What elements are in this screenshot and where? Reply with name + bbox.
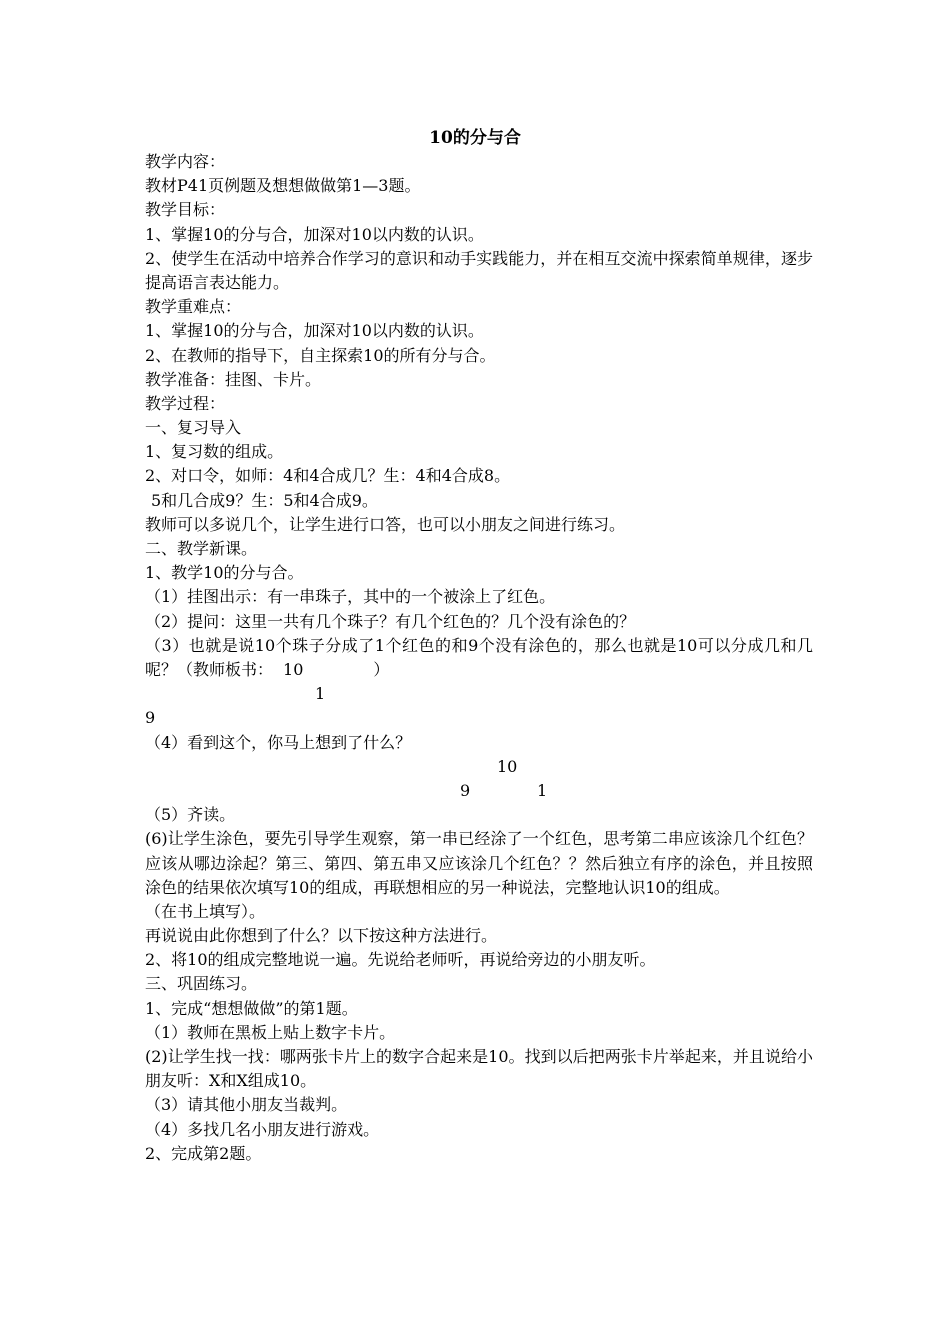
- practice-step-3: （3）请其他小朋友当裁判。: [145, 1095, 348, 1115]
- teach-1: 1、教学10的分与合。: [145, 563, 304, 583]
- teach-step-3-text: （3）也就是说10个珠子分成了1个红色的和9个没有涂色的，那么也就是10可以分成几和几呢？（教师板书：: [145, 635, 813, 679]
- content-text: 教材P41页例题及想想做做第1—3题。: [145, 176, 421, 196]
- teach-step-6: (6)让学生涂色，要先引导学生观察，第一串已经涂了一个红色，思考第二串应该涂几个红色？应该从哪边涂起？第三、第四、第五串又应该涂几个红色？？然后独立有序的涂色，并且按照涂色的结果依次填写10的组成，再联想相应的另一种说法，完整地认识10的组成。: [145, 829, 813, 897]
- goal-1: 1、掌握10的分与合，加深对10以内数的认识。: [145, 224, 484, 244]
- review-1: 1、复习数的组成。: [145, 442, 284, 462]
- review-2-cont: 5和几合成9？生：5和4合成9。: [151, 490, 378, 510]
- practice-2: 2、完成第2题。: [145, 1143, 262, 1163]
- section-heading-process: 教学过程：: [145, 393, 226, 413]
- decomp-ten: 10: [497, 756, 518, 776]
- document-title: 10的分与合: [429, 128, 521, 148]
- teach-step-5: （5）齐读。: [145, 805, 236, 825]
- key-point-1: 1、掌握10的分与合，加深对10以内数的认识。: [145, 321, 484, 341]
- teach-2: 2、将10的组成完整地说一遍。先说给老师听，再说给旁边的小朋友听。: [145, 950, 656, 970]
- teach-step-1: （1）挂图出示：有一串珠子，其中的一个被涂上了红色。: [145, 587, 556, 607]
- practice-step-1: （1）教师在黑板上贴上数字卡片。: [145, 1022, 396, 1042]
- teach-step-3: [145, 634, 813, 682]
- board-close: ）: [373, 659, 390, 679]
- preparation: 教学准备：挂图、卡片。: [145, 369, 322, 389]
- board-row-one: [145, 682, 813, 706]
- practice-step-4: （4）多找几名小朋友进行游戏。: [145, 1119, 380, 1139]
- fill-in-book: （在书上填写）。: [145, 901, 266, 921]
- decomp-row-parts: [145, 779, 813, 803]
- decomp-one: 1: [537, 780, 548, 800]
- decomp-nine: 9: [460, 780, 471, 800]
- section-heading-goals: 教学目标：: [145, 200, 226, 220]
- key-point-2: 2、在教师的指导下，自主探索10的所有分与合。: [145, 345, 496, 365]
- part-2-heading: 二、教学新课。: [145, 539, 258, 559]
- review-note: 教师可以多说几个，让学生进行口答，也可以小朋友之间进行练习。: [145, 514, 626, 534]
- practice-1: 1、完成“想想做做”的第1题。: [145, 998, 358, 1018]
- review-2: 2、对口令，如师：4和4合成几？生：4和4合成8。: [145, 466, 511, 486]
- document-body: [145, 150, 813, 1166]
- section-heading-key-points: 教学重难点：: [145, 297, 242, 317]
- think-more: 再说说由此你想到了什么？以下按这种方法进行。: [145, 926, 498, 946]
- board-ten: 10: [283, 659, 304, 679]
- teach-step-4: （4）看到这个，你马上想到了什么？: [145, 732, 412, 752]
- section-heading-content: 教学内容：: [145, 152, 226, 171]
- part-3-heading: 三、巩固练习。: [145, 974, 258, 994]
- part-1-heading: 一、复习导入: [145, 418, 242, 438]
- practice-step-2: (2)让学生找一找：哪两张卡片上的数字合起来是10。找到以后把两张卡片举起来，并且说给小朋友听：X和X组成10。: [145, 1047, 813, 1091]
- teach-step-2: （2）提问：这里一共有几个珠子？有几个红色的？几个没有涂色的？: [145, 611, 636, 631]
- board-nine: 9: [145, 708, 156, 728]
- goal-2: 2、使学生在活动中培养合作学习的意识和动手实践能力，并在相互交流中探索简单规律，逐步提高语言表达能力。: [145, 248, 813, 292]
- decomp-row-ten: [145, 755, 813, 779]
- board-one: 1: [315, 684, 326, 704]
